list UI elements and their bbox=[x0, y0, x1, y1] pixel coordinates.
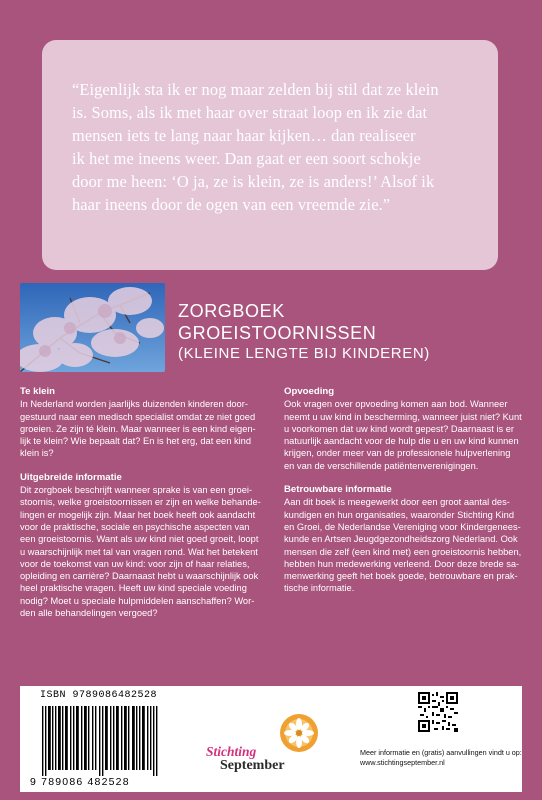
right-column bbox=[284, 386, 529, 595]
title-line-1: ZORGBOEK bbox=[178, 301, 285, 321]
quote-line: is. Soms, als ik met haar over straat loop en ik zie dat bbox=[72, 103, 428, 122]
section-heading-opvoeding: Opvoeding bbox=[284, 386, 335, 397]
body-line: den alle behandelingen vergoed? bbox=[20, 608, 158, 619]
body-line: klein is? bbox=[20, 448, 54, 459]
logo-text-september: September bbox=[220, 758, 285, 773]
body-line: kunde en Artsen Jeugdgezondheidszorg Nederland. Ook bbox=[284, 534, 518, 545]
body-line: mensen die zelf (een kind met) een groeistoornis hebben, bbox=[284, 546, 522, 557]
isbn-label: ISBN 9789086482528 bbox=[40, 690, 158, 701]
body-line: krijgen, onder meer van de professionele hulpverlening bbox=[284, 448, 511, 459]
body-line: en Groei, de Nederlandse Vereniging voor Kindergenees- bbox=[284, 521, 521, 532]
body-line: Dit zorgboek beschrijft wanneer sprake is van een groei- bbox=[20, 485, 253, 496]
body-line: voor de praktische, sociale en psychische aspecten van bbox=[20, 521, 250, 532]
flower-icon bbox=[278, 712, 320, 754]
more-info-text bbox=[360, 748, 522, 768]
more-info-line: Meer informatie en (gratis) aanvullingen vindt u op: bbox=[360, 748, 522, 757]
blossom-tree-photo bbox=[20, 283, 165, 372]
section-heading-te-klein: Te klein bbox=[20, 386, 56, 397]
body-line: voor de toekomst van uw kind: voor zijn of haar relaties, bbox=[20, 558, 250, 569]
body-line: Aan dit boek is meegewerkt door een groot aantal des- bbox=[284, 497, 510, 508]
quote-line: mensen iets te lang naar haar kijken… dan realiseer bbox=[72, 126, 416, 145]
body-line: menwerking geeft het boek goede, betrouwbare en prak- bbox=[284, 571, 518, 582]
body-line: natuurlijk aandacht voor de hulp die u en uw kind kunnen bbox=[284, 436, 519, 447]
quote-line: haar ineens door de ogen van een vreemde zie.” bbox=[72, 195, 391, 214]
quote-line: door me heen: ‘O ja, ze is klein, ze is anders!’ Alsof ik bbox=[72, 172, 435, 191]
book-title bbox=[178, 300, 430, 364]
body-line: u waarschijnlijk met tal van vragen rond. Wat het betekent bbox=[20, 546, 258, 557]
body-line: lijk te klein? Wie bepaalt dat? En is het erg, dat een kind bbox=[20, 436, 252, 447]
body-line: Ook vragen over opvoeding komen aan bod. Wanneer bbox=[284, 399, 508, 410]
body-line: hebben hun medewerking verleend. Door deze brede sa- bbox=[284, 558, 520, 569]
title-line-2: GROEISTOORNISSEN bbox=[178, 323, 377, 343]
footer-panel bbox=[20, 686, 522, 792]
body-line: tische informatie. bbox=[284, 583, 355, 594]
left-column bbox=[20, 386, 270, 619]
body-line: nodig? Moet u speciale hulpmiddelen aanschaffen? Wor- bbox=[20, 595, 255, 606]
body-line: kundigen en hun organisaties, waaronder Stichting Kind bbox=[284, 509, 514, 520]
section-heading-betrouwbare: Betrouwbare informatie bbox=[284, 484, 392, 496]
body-line: gestuurd naar een medisch specialist omdat ze niet goed bbox=[20, 411, 256, 422]
body-line: stoornis, welke groeistoornissen er zijn en welke behande- bbox=[20, 497, 261, 508]
website-link[interactable]: www.stichtingseptember.nl bbox=[360, 758, 445, 767]
title-line-3: (KLEINE LENGTE BIJ KINDEREN) bbox=[178, 345, 430, 362]
barcode bbox=[42, 706, 160, 776]
body-line: opleiding en carrière? Daarnaast hebt u waarschijnlijk ook bbox=[20, 571, 259, 582]
qr-code bbox=[418, 692, 458, 732]
body-line: u voorkomen dat uw kind wordt gepest? Daarnaast is er bbox=[284, 423, 514, 434]
quote-box bbox=[42, 40, 498, 270]
body-line: een groeistoornis. Want als uw kind niet goed groeit, loopt bbox=[20, 534, 259, 545]
quote-text bbox=[72, 78, 474, 216]
body-line: lingen er mogelijk zijn. Maar het boek heeft ook aandacht bbox=[20, 509, 256, 520]
body-line: heel praktische vragen. Heeft uw kind speciale voeding bbox=[20, 583, 247, 594]
quote-line: “Eigenlijk sta ik er nog maar zelden bij stil dat ze klein bbox=[72, 80, 439, 99]
body-line: groeien. Ze zijn té klein. Maar wanneer is een kind eigen- bbox=[20, 423, 256, 434]
body-line: In Nederland worden jaarlijks duizenden kinderen door- bbox=[20, 399, 248, 410]
body-line: en van de verschillende patiëntenverenigingen. bbox=[284, 460, 479, 471]
body-line: neemt u uw kind in bescherming, wanneer juist niet? Kunt bbox=[284, 411, 522, 422]
section-heading-uitgebreide: Uitgebreide informatie bbox=[20, 471, 122, 483]
quote-line: ik het me ineens weer. Dan gaat er een soort schokje bbox=[72, 149, 421, 168]
logo-text-stichting: Stichting bbox=[206, 744, 257, 759]
isbn-digits: 9 789086 482528 bbox=[30, 776, 130, 788]
